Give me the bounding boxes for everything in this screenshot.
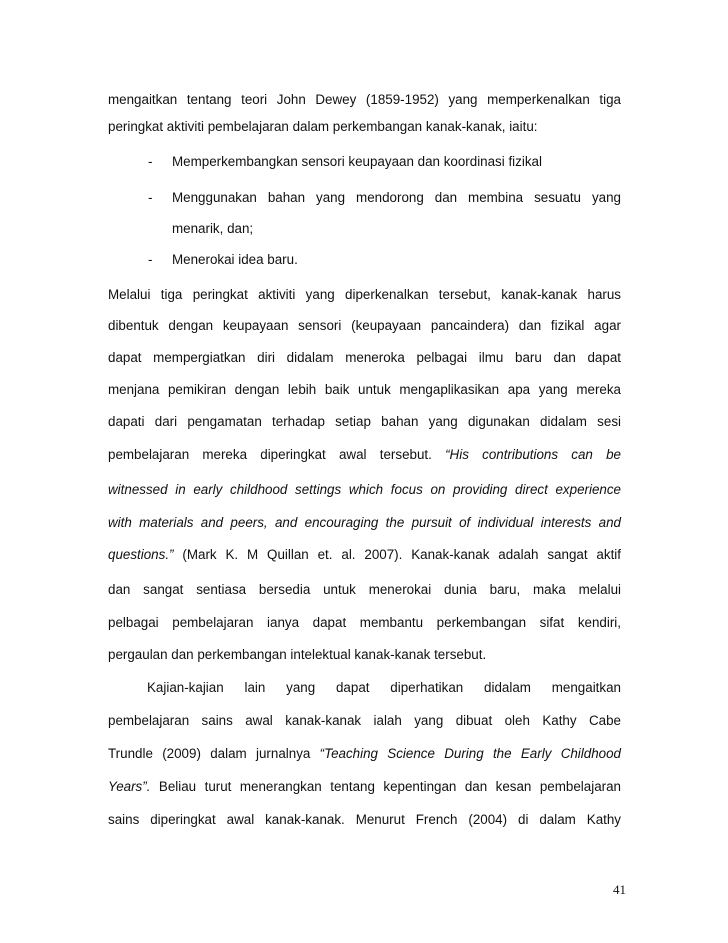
text-line: dan sangat sentiasa bersedia untuk menerokai dunia baru, maka melalui bbox=[108, 582, 621, 597]
text-segment: Beliau turut menerangkan tentang kepentingan dan kesan pembelajaran bbox=[158, 779, 621, 794]
text-line: peringkat aktiviti pembelajaran dalam perkembangan kanak-kanak, iaitu: bbox=[108, 119, 538, 134]
text-line: pembelajaran sains awal kanak-kanak ialah yang dibuat oleh Kathy Cabe bbox=[108, 713, 621, 728]
text-line: dapat mempergiatkan diri didalam meneroka pelbagai ilmu baru dan dapat bbox=[108, 350, 621, 365]
text-line: pergaulan dan perkembangan intelektual kanak-kanak tersebut. bbox=[108, 647, 487, 662]
text-line: pelbagai pembelajaran ianya dapat membantu perkembangan sifat kendiri, bbox=[108, 615, 621, 630]
quote-line: witnessed in early childhood settings which focus on providing direct experience bbox=[108, 482, 621, 497]
text-line: dibentuk dengan keupayaan sensori (keupayaan pancaindera) dan fizikal agar bbox=[108, 318, 621, 333]
list-item: Menerokai idea baru. bbox=[172, 252, 298, 267]
list-item: Menggunakan bahan yang mendorong dan membina sesuatu yang bbox=[172, 190, 621, 205]
text-line bbox=[108, 745, 621, 763]
quote-line: with materials and peers, and encouraging the pursuit of individual interests and bbox=[108, 515, 621, 530]
text-line: sains diperingkat awal kanak-kanak. Menurut French (2004) di dalam Kathy bbox=[108, 812, 621, 827]
text-line: menjana pemikiran dengan lebih baik untuk mengaplikasikan apa yang mereka bbox=[108, 382, 621, 397]
bullet-marker: - bbox=[148, 252, 153, 267]
text-line bbox=[108, 546, 621, 564]
list-item: Memperkembangkan sensori keupayaan dan koordinasi fizikal bbox=[172, 154, 542, 169]
text-segment: pembelajaran mereka diperingkat awal tersebut. bbox=[108, 447, 432, 462]
text-line bbox=[108, 778, 621, 796]
list-item-continuation: menarik, dan; bbox=[172, 221, 254, 236]
text-segment: (Mark K. M Quillan et. al. 2007). Kanak-kanak adalah sangat aktif bbox=[182, 547, 621, 562]
text-segment: Trundle (2009) dalam jurnalnya bbox=[108, 746, 311, 761]
bullet-marker: - bbox=[148, 190, 153, 205]
bullet-marker: - bbox=[148, 154, 153, 169]
text-line: Kajian-kajian lain yang dapat diperhatikan didalam mengaitkan bbox=[147, 680, 621, 695]
quote-segment: questions.” bbox=[108, 547, 174, 562]
title-segment: “Teaching Science During the Early Childhood bbox=[319, 746, 621, 761]
text-line: Melalui tiga peringkat aktiviti yang diperkenalkan tersebut, kanak-kanak harus bbox=[108, 287, 621, 302]
text-line: dapati dari pengamatan terhadap setiap bahan yang digunakan didalam sesi bbox=[108, 414, 621, 429]
title-segment: Years”. bbox=[108, 779, 151, 794]
text-line: mengaitkan tentang teori John Dewey (1859-1952) yang memperkenalkan tiga bbox=[108, 92, 621, 107]
text-line bbox=[108, 446, 621, 464]
page-number: 41 bbox=[613, 882, 626, 897]
quote-segment: “His contributions can be bbox=[445, 447, 621, 462]
